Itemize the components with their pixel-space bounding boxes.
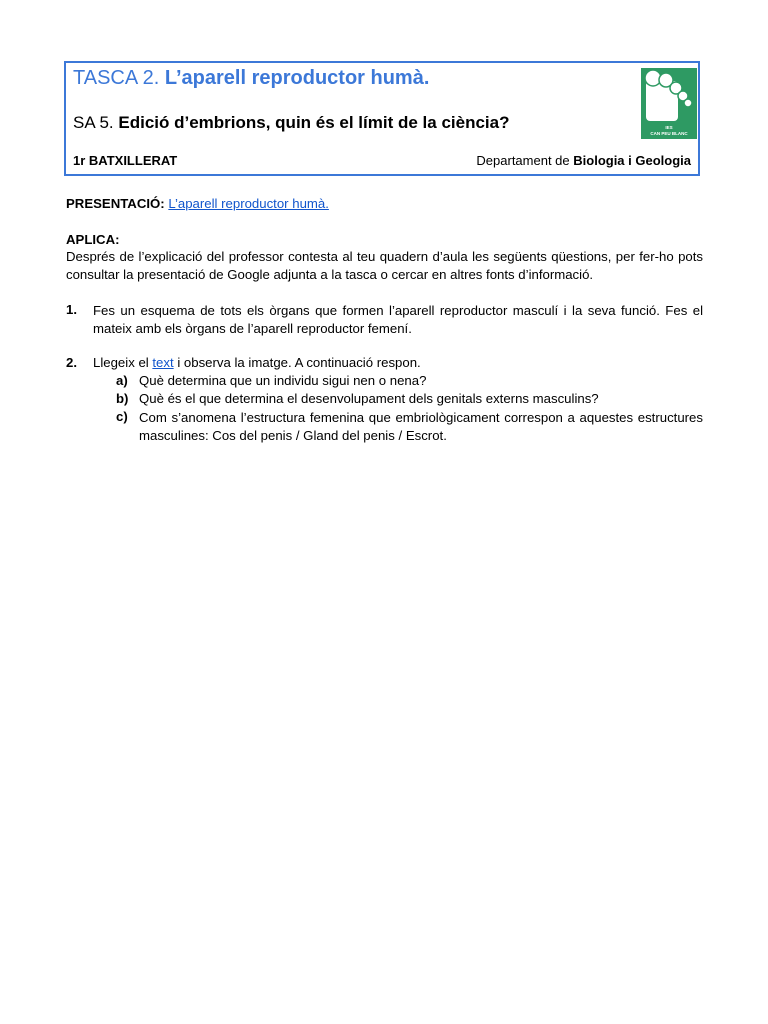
department-name: Biologia i Geologia: [573, 153, 691, 168]
question-2-text: [93, 355, 421, 370]
subquestion-a-text: Què determina que un individu sigui nen o nena?: [139, 373, 427, 388]
question-2-text-after: i observa la imatge. A continuació respon.: [177, 355, 421, 370]
sa-title-text: Edició d’embrions, quin és el límit de la ciència?: [118, 113, 510, 132]
presentation-label: PRESENTACIÓ:: [66, 196, 165, 211]
subquestion-a-letter: a): [116, 373, 128, 388]
subquestion-c-text: Com s’anomena l’estructura femenina que embriològicament correspon a aquestes estructures masculines: Cos del penis / Gland del penis / Escrot.: [139, 410, 703, 443]
question-2-text-before: Llegeix el: [93, 355, 149, 370]
subquestion-c-letter: c): [116, 409, 128, 424]
subquestion-b-text: Què és el que determina el desenvolupament dels genitals externs masculins?: [139, 391, 599, 406]
department: [476, 153, 691, 168]
question-1-number: 1.: [66, 302, 77, 317]
presentation-link[interactable]: L’aparell reproductor humà.: [168, 196, 329, 211]
header-box: [64, 61, 700, 176]
presentation-line: [66, 196, 329, 211]
text-link[interactable]: text: [152, 355, 174, 370]
sa-prefix: SA 5.: [73, 113, 114, 132]
task-prefix: TASCA 2.: [73, 67, 160, 89]
logo-text-school: CAN PEU BLANC: [650, 131, 688, 136]
sa-title: [73, 113, 509, 133]
course-level: 1r BATXILLERAT: [73, 153, 178, 168]
question-2-number: 2.: [66, 355, 77, 370]
task-title-text: L’aparell reproductor humà.: [164, 67, 430, 89]
aplica-text: Després de l’explicació del professor contesta al teu quadern d’aula les següents qüestions, per fer-ho pots consultar la presentació de Google adjunta a la tasca o cercar en altres fonts d’informació.: [66, 249, 703, 282]
task-title: [73, 67, 429, 90]
subquestion-b-letter: b): [116, 391, 129, 406]
logo-text-ies: IES: [665, 125, 673, 130]
question-1-text: Fes un esquema de tots els òrgans que formen l’aparell reproductor masculí i la seva funció. Fes el mateix amb els òrgans de l’aparell reproductor femení.: [93, 303, 703, 336]
aplica-label: APLICA:: [66, 232, 120, 247]
department-prefix: Departament de: [476, 153, 570, 168]
school-logo: [641, 68, 697, 139]
